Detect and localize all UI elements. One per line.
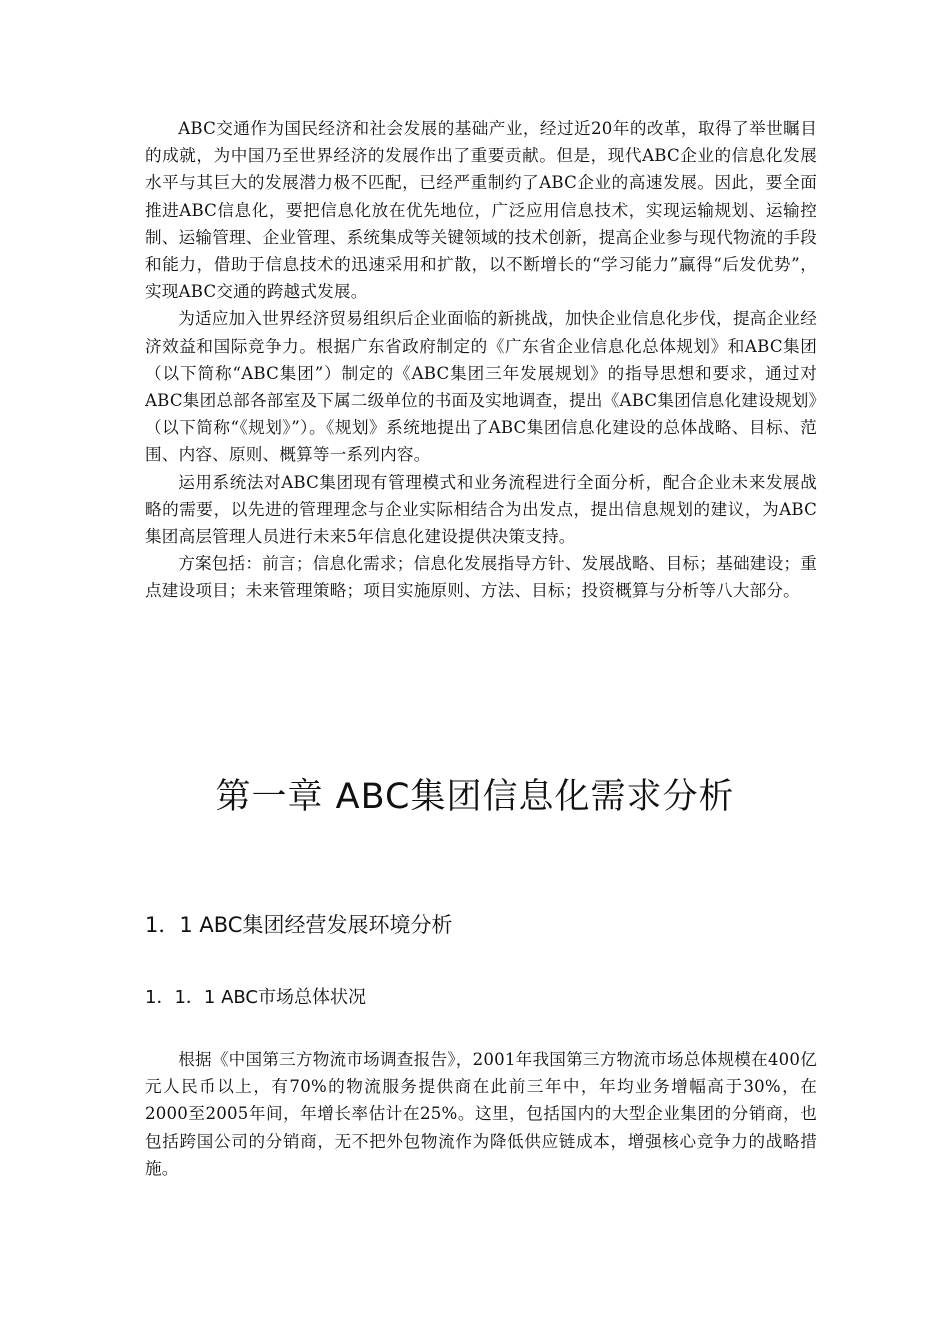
body-paragraph: 根据《中国第三方物流市场调查报告》，2001年我国第三方物流市场总体规模在400亿元人民币以上，有70%的物流服务提供商在此前三年中，年均业务增幅高于30%，在2000至2005年间，年增长率估计在25%。这里，包括国内的大型企业集团的分销商，也包括跨国公司的分销商，无不把外包物流作为降低供应链成本，增强核心竞争力的战略措施。 (145, 1050, 817, 1178)
subsection-title: 1．1．1 ABC市场总体状况 (145, 987, 366, 1008)
preface-section (145, 115, 817, 605)
preface-paragraph: 运用系统法对ABC集团现有管理模式和业务流程进行全面分析，配合企业未来发展战略的需要，以先进的管理理念与企业实际相结合为出发点，提出信息规划的建议，为ABC集团高层管理人员进行未来5年信息化建设提供决策支持。 (145, 472, 817, 547)
chapter-title: 第一章 ABC集团信息化需求分析 (215, 777, 735, 817)
preface-paragraph: 方案包括：前言；信息化需求；信息化发展指导方针、发展战略、目标；基础建设；重点建设项目；未来管理策略；项目实施原则、方法、目标；投资概算与分析等八大部分。 (145, 554, 817, 601)
preface-paragraph: ABC交通作为国民经济和社会发展的基础产业，经过近20年的改革，取得了举世瞩目的成就，为中国乃至世界经济的发展作出了重要贡献。但是，现代ABC企业的信息化发展水平与其巨大的发展潜力极不匹配，已经严重制约了ABC企业的高速发展。因此，要全面推进ABC信息化，要把信息化放在优先地位，广泛应用信息技术，实现运输规划、运输控制、运输管理、企业管理、系统集成等关键领域的技术创新，提高企业参与现代物流的手段和能力，借助于信息技术的迅速采用和扩散，以不断增长的“学习能力”赢得“后发优势”，实现ABC交通的跨越式发展。 (145, 119, 817, 302)
subsection-body (145, 1046, 817, 1182)
preface-paragraph: 为适应加入世界经济贸易组织后企业面临的新挑战，加快企业信息化步伐，提高企业经济效益和国际竞争力。根据广东省政府制定的《广东省企业信息化总体规划》和ABC集团（以下简称“ABC集团”）制定的《ABC集团三年发展规划》的指导思想和要求，通过对ABC集团总部各部室及下属二级单位的书面及实地调查，提出《ABC集团信息化建设规划》（以下简称“《规划》”）。《规划》系统地提出了ABC集团信息化建设的总体战略、目标、范围、内容、原则、概算等一系列内容。 (145, 309, 817, 465)
section-title: 1．1 ABC集团经营发展环境分析 (145, 913, 453, 937)
